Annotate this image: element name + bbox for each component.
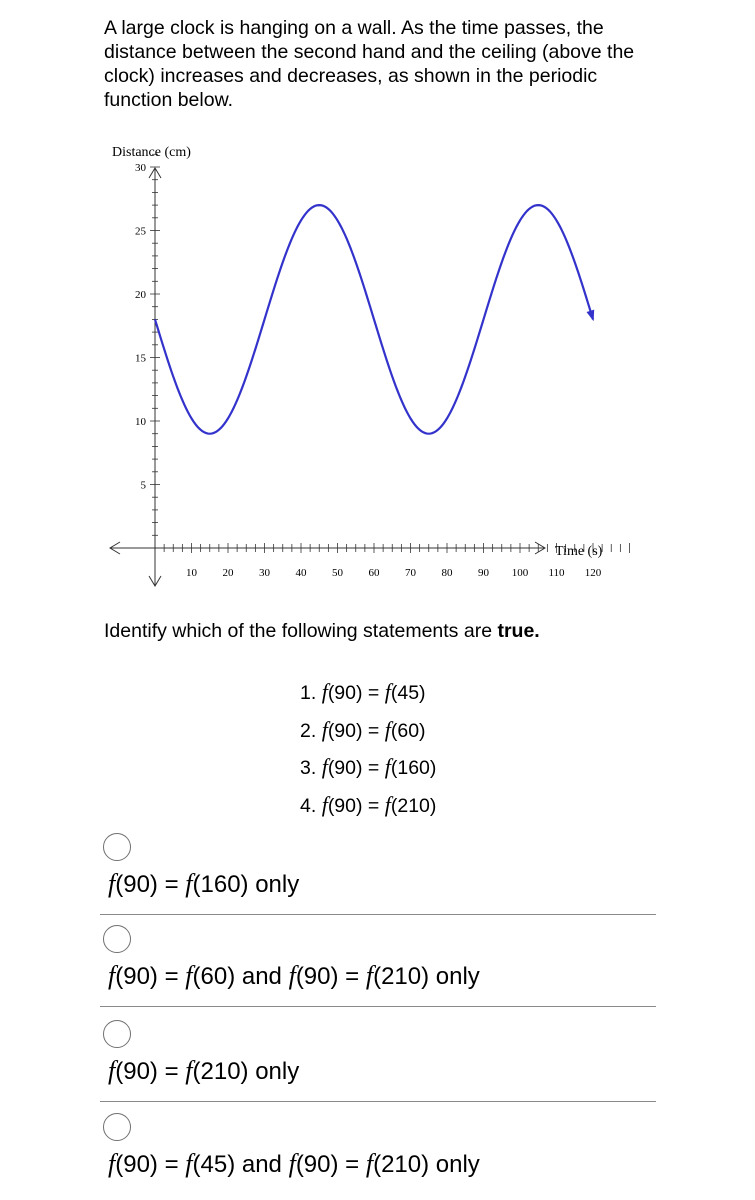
x-tick-label: 20 xyxy=(222,567,234,579)
statement-number: 3. xyxy=(300,757,317,779)
x-tick-label: 90 xyxy=(478,567,489,579)
function-symbol: f xyxy=(384,716,391,742)
equals-sign: = xyxy=(362,719,385,742)
statement-4 xyxy=(300,787,436,825)
function-symbol: f xyxy=(321,679,328,704)
y-tick-label: 30 xyxy=(135,162,146,174)
equals-sign: = xyxy=(362,682,385,704)
y-tick-label: 25 xyxy=(135,225,146,238)
statement-number: 4. xyxy=(300,794,317,817)
equals-sign: = xyxy=(362,794,385,817)
answer-option-label[interactable]: f(90) = f(45) and f(90) = f(210) only xyxy=(108,1149,480,1178)
x-axis-label: Time (s) xyxy=(555,544,603,559)
function-symbol: f xyxy=(321,754,328,779)
statement-number: 2. xyxy=(300,719,317,742)
radio-button[interactable] xyxy=(103,1020,131,1048)
x-tick-label: 80 xyxy=(441,567,453,579)
x-tick-label: 120 xyxy=(584,567,602,579)
x-tick-label: 60 xyxy=(368,567,380,579)
x-tick-label: 50 xyxy=(332,567,343,579)
identify-prefix: Identify which of the following statements are xyxy=(104,620,498,642)
option-divider xyxy=(100,1006,656,1007)
series-line xyxy=(155,205,593,434)
answer-option-label[interactable]: f(90) = f(210) only xyxy=(108,1056,300,1085)
x-tick-label: 110 xyxy=(548,567,565,579)
equals-sign: = xyxy=(362,757,385,779)
function-argument: (60) xyxy=(390,719,426,742)
answer-option-label[interactable]: f(90) = f(160) only xyxy=(108,869,300,898)
periodic-function-chart xyxy=(100,135,630,595)
x-tick-label: 30 xyxy=(259,567,270,579)
identify-instruction xyxy=(104,620,540,643)
statement-2 xyxy=(300,712,436,750)
y-tick-label: 20 xyxy=(135,289,146,301)
y-tick-label: 10 xyxy=(135,416,146,428)
x-tick-label: 100 xyxy=(511,567,529,579)
x-tick-label: 10 xyxy=(186,567,197,579)
statement-3 xyxy=(300,749,436,787)
function-symbol: f xyxy=(321,791,328,817)
identify-emphasis: true. xyxy=(497,620,540,642)
option-divider xyxy=(100,1101,656,1102)
statement-number: 1. xyxy=(300,682,317,704)
function-argument: (160) xyxy=(390,757,437,779)
function-argument: (90) xyxy=(327,757,363,779)
answer-option-label[interactable]: f(90) = f(60) and f(90) = f(210) only xyxy=(108,961,480,990)
chart-axes xyxy=(110,168,545,586)
function-argument: (90) xyxy=(327,682,363,704)
option-divider xyxy=(100,914,656,915)
statement-list xyxy=(300,674,436,824)
y-tick-label: 15 xyxy=(135,352,146,365)
chart-tick-labels xyxy=(135,162,602,579)
function-symbol: f xyxy=(384,679,391,704)
x-tick-label: 40 xyxy=(295,567,307,579)
statement-1 xyxy=(300,674,436,712)
function-argument: (45) xyxy=(390,682,426,704)
function-argument: (210) xyxy=(390,794,437,817)
radio-button[interactable] xyxy=(103,1113,131,1141)
radio-button[interactable] xyxy=(103,925,131,953)
function-argument: (90) xyxy=(327,794,363,817)
function-symbol: f xyxy=(384,791,391,817)
y-axis-label: Distance (cm) xyxy=(112,145,191,160)
x-tick-label: 70 xyxy=(405,567,416,579)
series-end-arrow xyxy=(587,310,595,322)
question-prompt: A large clock is hanging on a wall. As the time passes, the distance between the second hand and the ceiling (above the clock) increases and decreases, as shown in the periodic function below. xyxy=(104,17,635,111)
chart-ticks xyxy=(150,154,630,553)
function-argument: (90) xyxy=(327,719,363,742)
y-tick-label: 5 xyxy=(140,479,146,492)
function-symbol: f xyxy=(384,754,391,779)
function-symbol: f xyxy=(321,716,328,742)
radio-button[interactable] xyxy=(103,833,131,861)
